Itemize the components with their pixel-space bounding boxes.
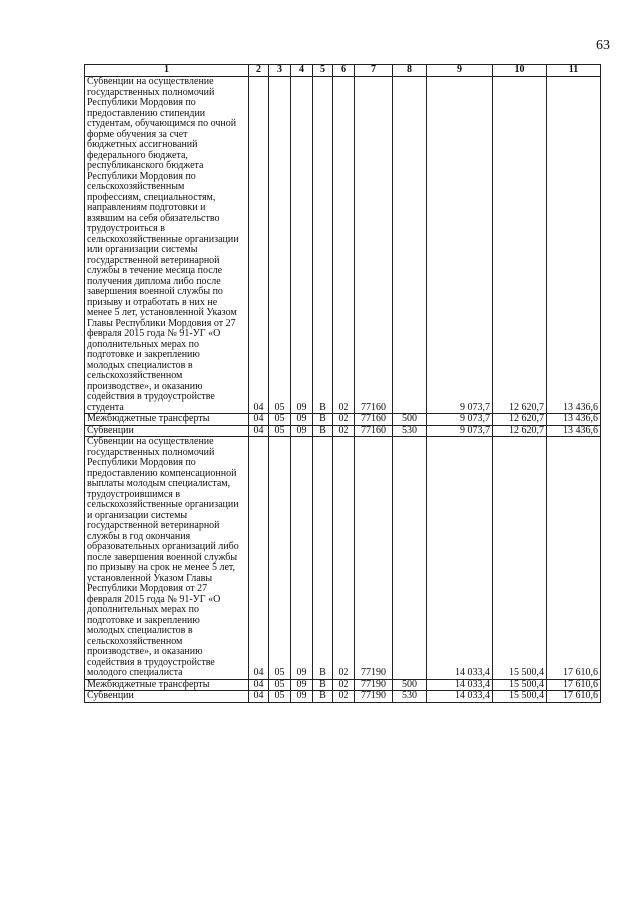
page-number: 63 [596,38,610,53]
code-cell: 04 [249,679,269,691]
header-cell: 1 [85,65,249,77]
amount-cell: 15 500,4 [493,679,547,691]
code-cell: 77160 [355,425,393,437]
amount-cell: 9 073,7 [427,425,493,437]
header-cell: 9 [427,65,493,77]
code-cell: 05 [269,77,291,414]
table-row [85,679,601,691]
header-cell: 10 [493,65,547,77]
row-description: Субвенции [85,691,249,703]
code-cell: 530 [393,425,427,437]
amount-cell: 14 033,4 [427,691,493,703]
header-cell: 3 [269,65,291,77]
code-cell: 02 [333,691,355,703]
amount-cell: 14 033,4 [427,679,493,691]
code-cell: 04 [249,437,269,680]
code-cell [393,437,427,680]
amount-cell: 13 436,6 [547,425,601,437]
table-row [85,691,601,703]
row-description: Субвенции на осуществление государственных полномочий Республики Мордовия по предоставлению компенсационной выплаты молодым специалистам, трудоустроившимся в сельскохозяйственные организации и организации системы государственной ветеринарной службы в год окончания образовательных организаций либо после завершения военной службы по призыву на срок не менее 5 лет, установленной Указом Главы Республики Мордовия от 27 февраля 2015 года № 91-УГ «О дополнительных мерах по подготовке и закреплению молодых специалистов в сельскохозяйственном производстве», и оказанию содействия в трудоустройстве молодого специалиста [85,437,249,680]
code-cell: 02 [333,679,355,691]
code-cell: 02 [333,425,355,437]
header-cell: 4 [291,65,313,77]
code-cell: 09 [291,437,313,680]
code-cell: 04 [249,691,269,703]
header-cell: 7 [355,65,393,77]
amount-cell: 12 620,7 [493,425,547,437]
code-cell: 530 [393,691,427,703]
amount-cell: 13 436,6 [547,414,601,426]
table-row [85,437,601,680]
amount-cell: 9 073,7 [427,414,493,426]
table-row [85,425,601,437]
amount-cell: 9 073,7 [427,77,493,414]
code-cell: В [313,414,333,426]
amount-cell: 15 500,4 [493,437,547,680]
code-cell: В [313,437,333,680]
code-cell: 04 [249,414,269,426]
amount-cell: 17 610,6 [547,679,601,691]
code-cell: 500 [393,414,427,426]
code-cell: В [313,691,333,703]
code-cell: 02 [333,77,355,414]
header-cell: 5 [313,65,333,77]
code-cell: 09 [291,77,313,414]
code-cell: В [313,425,333,437]
amount-cell: 14 033,4 [427,437,493,680]
header-cell: 11 [547,65,601,77]
code-cell: 77160 [355,414,393,426]
code-cell: 05 [269,425,291,437]
amount-cell: 15 500,4 [493,691,547,703]
amount-cell: 17 610,6 [547,437,601,680]
code-cell: В [313,77,333,414]
header-row [85,65,601,77]
row-description: Субвенции [85,425,249,437]
code-cell: 04 [249,77,269,414]
code-cell: 500 [393,679,427,691]
header-cell: 6 [333,65,355,77]
code-cell: 09 [291,425,313,437]
code-cell: 77190 [355,679,393,691]
code-cell: 77190 [355,437,393,680]
code-cell [393,77,427,414]
table-row [85,77,601,414]
header-cell: 2 [249,65,269,77]
header-cell: 8 [393,65,427,77]
code-cell: 05 [269,691,291,703]
row-description: Субвенции на осуществление государственных полномочий Республики Мордовия по предоставлению стипендии студентам, обучающимся по очной форме обучения за счет бюджетных ассигнований федерального бюджета, республиканского бюджета Республики Мордовия по сельскохозяйственным профессиям, специальностям, направлениям подготовки и взявшим на себя обязательство трудоустроиться в сельскохозяйственные организации или организации системы государственной ветеринарной службы в течение месяца после получения диплома либо после завершения военной службы по призыву и отработать в них не менее 5 лет, установленной Указом Главы Республики Мордовия от 27 февраля 2015 года № 91-УГ «О дополнительных мерах по подготовке и закреплению молодых специалистов в сельскохозяйственном производстве», и оказанию содействия в трудоустройстве студента [85,77,249,414]
code-cell: 09 [291,679,313,691]
budget-table [84,64,601,703]
code-cell: В [313,679,333,691]
row-description: Межбюджетные трансферты [85,679,249,691]
code-cell: 77190 [355,691,393,703]
code-cell: 05 [269,679,291,691]
amount-cell: 12 620,7 [493,77,547,414]
row-description: Межбюджетные трансферты [85,414,249,426]
code-cell: 77160 [355,77,393,414]
amount-cell: 13 436,6 [547,77,601,414]
code-cell: 05 [269,437,291,680]
code-cell: 05 [269,414,291,426]
code-cell: 09 [291,414,313,426]
code-cell: 02 [333,414,355,426]
table-row [85,414,601,426]
code-cell: 04 [249,425,269,437]
code-cell: 02 [333,437,355,680]
amount-cell: 17 610,6 [547,691,601,703]
amount-cell: 12 620,7 [493,414,547,426]
code-cell: 09 [291,691,313,703]
